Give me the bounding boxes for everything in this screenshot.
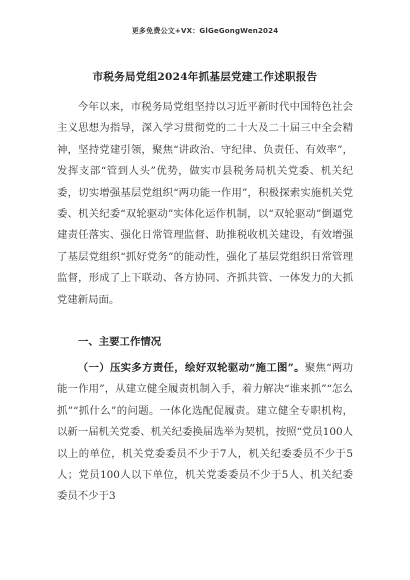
subsection-paragraph (57, 358, 353, 508)
document-title: 市税务局党组2024年抓基层党建工作述职报告 (92, 71, 318, 83)
section-heading: 一、主要工作情况 (78, 336, 162, 348)
subsection-body: 聚焦“两功能一作用”，从建立健全履责机制入手，着力解决“谁来抓”“怎么抓”“抓什么”的问题。一体化选配促履责。建立健全专职机构，以新一届机关党委、机关纪委换届选举为契机，按照“党员100人以上的单位，机关党委委员不少于7人，机关纪委委员不少于5人；党员100人以下单位，机关党委委员不少于5人、机关纪委委员不少于3 (57, 362, 354, 503)
header-watermark-note: 更多免费公文+VX：GlGeGongWen2024 (131, 27, 279, 35)
intro-paragraph: 今年以来，市税务局党组坚持以习近平新时代中国特色社会主义思想为指导，深入学习贯彻党的二十大及二十届三中全会精神，坚持党建引领，聚焦“讲政治、守纪律、负责任、有效率”，发挥支部“管到人头”优势，做实市县税务局机关党委、机关纪委，切实增强基层党组织“两功能一作用”，积极探索实施机关党委、机关纪委“双轮驱动”实体化运作机制，以“双轮驱动”倒逼党建责任落实、强化日常管理监督、助推税收机关建设，有效增强了基层党组织“抓好党务”的能动性，强化了基层党组织日常管理监督，形成了上下联动、各方协同、齐抓共管、一体发力的大抓党建新局面。 (57, 101, 353, 306)
subsection-heading: （一）压实多方责任，绘好双轮驱动“施工图”。 (77, 362, 305, 374)
